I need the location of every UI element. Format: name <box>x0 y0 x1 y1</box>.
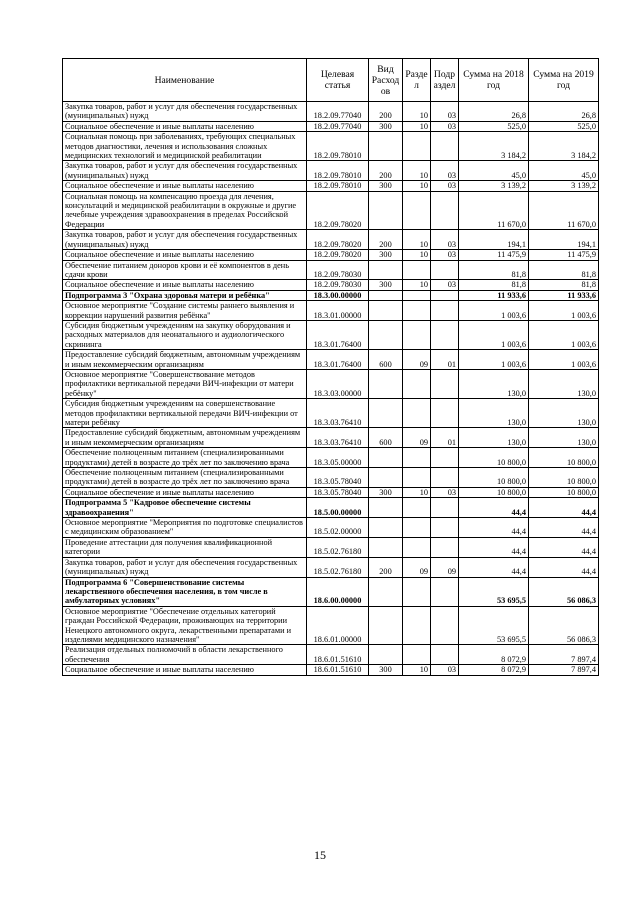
cell-podrazdel: 03 <box>431 250 459 260</box>
table-row <box>63 121 599 131</box>
table-row <box>63 498 599 518</box>
cell-sum-2019: 26,8 <box>529 102 599 122</box>
cell-sum-2019: 44,4 <box>529 498 599 518</box>
cell-razdel: 10 <box>403 102 431 122</box>
cell-podrazdel: 03 <box>431 487 459 497</box>
cell-name: Реализация отдельных полномочий в области лекарственного обеспечения <box>63 645 307 665</box>
cell-name: Социальное обеспечение и иные выплаты населению <box>63 181 307 191</box>
cell-podrazdel: 01 <box>431 350 459 370</box>
cell-vid: 200 <box>369 230 403 250</box>
header-sum-2018: Сумма на 2018 год <box>459 59 529 102</box>
table-row <box>63 280 599 290</box>
cell-sum-2019: 45,0 <box>529 161 599 181</box>
table-row <box>63 161 599 181</box>
cell-sum-2018: 130,0 <box>459 428 529 448</box>
cell-sum-2019: 7 897,4 <box>529 645 599 665</box>
cell-podrazdel <box>431 498 459 518</box>
cell-podrazdel <box>431 448 459 468</box>
cell-razdel <box>403 498 431 518</box>
cell-sum-2019: 1 003,6 <box>529 301 599 321</box>
table-row <box>63 369 599 398</box>
cell-podrazdel: 03 <box>431 121 459 131</box>
cell-podrazdel <box>431 537 459 557</box>
cell-podrazdel: 03 <box>431 102 459 122</box>
table-row <box>63 518 599 538</box>
cell-vid <box>369 369 403 398</box>
cell-podrazdel: 03 <box>431 280 459 290</box>
cell-name: Обеспечение питанием доноров крови и её компонентов в день сдачи крови <box>63 260 307 280</box>
cell-sum-2018: 53 695,5 <box>459 577 529 606</box>
document-page <box>62 58 598 676</box>
table-row <box>63 399 599 428</box>
cell-target: 18.6.01.51610 <box>307 665 369 675</box>
cell-name: Основное мероприятие "Обеспечение отдельных категорий граждан Российской Федерации, проживающих на территории Ненецкого автономного округа, лекарственными препаратами и изделиями медицинского назначения" <box>63 606 307 645</box>
cell-podrazdel <box>431 260 459 280</box>
cell-sum-2018: 3 139,2 <box>459 181 529 191</box>
cell-razdel <box>403 260 431 280</box>
cell-sum-2018: 53 695,5 <box>459 606 529 645</box>
cell-sum-2018: 26,8 <box>459 102 529 122</box>
cell-razdel <box>403 606 431 645</box>
cell-sum-2018: 130,0 <box>459 399 529 428</box>
cell-razdel: 10 <box>403 250 431 260</box>
header-target: Целевая статья <box>307 59 369 102</box>
cell-vid <box>369 468 403 488</box>
cell-razdel <box>403 468 431 488</box>
table-row <box>63 487 599 497</box>
cell-sum-2018: 44,4 <box>459 557 529 577</box>
table-row <box>63 645 599 665</box>
table-row <box>63 132 599 161</box>
cell-podrazdel <box>431 369 459 398</box>
cell-vid: 300 <box>369 250 403 260</box>
cell-sum-2019: 56 086,3 <box>529 606 599 645</box>
cell-sum-2018: 1 003,6 <box>459 301 529 321</box>
cell-name: Обеспечение полноценным питанием (специализированными продуктами) детей в возрасте до трёх лет по заключению врача <box>63 448 307 468</box>
cell-vid: 200 <box>369 557 403 577</box>
cell-podrazdel <box>431 132 459 161</box>
cell-vid <box>369 132 403 161</box>
cell-razdel: 10 <box>403 181 431 191</box>
cell-name: Социальная помощь при заболеваниях, требующих специальных методов диагностики, лечения и использования сложных медицинских технологий и медицинской реабилитации <box>63 132 307 161</box>
cell-name: Основное мероприятие "Совершенствование методов профилактики вертикальной передачи ВИЧ-инфекции от матери ребёнку" <box>63 369 307 398</box>
cell-sum-2018: 44,4 <box>459 537 529 557</box>
cell-razdel <box>403 518 431 538</box>
cell-target: 18.6.00.00000 <box>307 577 369 606</box>
cell-target: 18.3.01.00000 <box>307 301 369 321</box>
cell-target: 18.2.09.78010 <box>307 181 369 191</box>
page-number: 15 <box>314 848 326 862</box>
cell-podrazdel <box>431 191 459 230</box>
cell-target: 18.2.09.78020 <box>307 250 369 260</box>
cell-sum-2018: 525,0 <box>459 121 529 131</box>
cell-razdel <box>403 399 431 428</box>
cell-name: Подпрограмма 5 "Кадровое обеспечение системы здравоохранения" <box>63 498 307 518</box>
cell-target: 18.2.09.77040 <box>307 102 369 122</box>
cell-vid <box>369 518 403 538</box>
cell-vid <box>369 399 403 428</box>
cell-podrazdel: 03 <box>431 181 459 191</box>
cell-podrazdel <box>431 518 459 538</box>
cell-vid <box>369 606 403 645</box>
cell-vid: 200 <box>369 102 403 122</box>
cell-razdel: 10 <box>403 230 431 250</box>
cell-razdel: 10 <box>403 121 431 131</box>
table-row <box>63 181 599 191</box>
cell-podrazdel: 01 <box>431 428 459 448</box>
cell-razdel <box>403 645 431 665</box>
cell-sum-2018: 1 003,6 <box>459 350 529 370</box>
cell-podrazdel <box>431 320 459 349</box>
table-row <box>63 468 599 488</box>
cell-target: 18.3.05.78040 <box>307 487 369 497</box>
cell-target: 18.3.03.76410 <box>307 399 369 428</box>
cell-razdel <box>403 537 431 557</box>
cell-razdel <box>403 577 431 606</box>
table-header-row <box>63 59 599 102</box>
table-row <box>63 665 599 675</box>
cell-target: 18.3.03.76410 <box>307 428 369 448</box>
cell-sum-2019: 10 800,0 <box>529 487 599 497</box>
cell-sum-2019: 44,4 <box>529 518 599 538</box>
cell-vid <box>369 320 403 349</box>
cell-target: 18.5.02.76180 <box>307 557 369 577</box>
cell-vid <box>369 301 403 321</box>
header-name: Наименование <box>63 59 307 102</box>
cell-target: 18.3.01.76400 <box>307 350 369 370</box>
cell-sum-2019: 44,4 <box>529 537 599 557</box>
cell-sum-2018: 44,4 <box>459 498 529 518</box>
cell-razdel: 10 <box>403 161 431 181</box>
cell-name: Социальное обеспечение и иные выплаты населению <box>63 250 307 260</box>
table-row <box>63 290 599 300</box>
cell-razdel <box>403 290 431 300</box>
cell-name: Предоставление субсидий бюджетным, автономным учреждениям и иным некоммерческим организациям <box>63 350 307 370</box>
cell-vid: 300 <box>369 280 403 290</box>
cell-vid: 300 <box>369 181 403 191</box>
cell-vid <box>369 448 403 468</box>
cell-target: 18.3.03.00000 <box>307 369 369 398</box>
cell-sum-2018: 45,0 <box>459 161 529 181</box>
cell-target: 18.2.09.78020 <box>307 230 369 250</box>
cell-name: Субсидия бюджетным учреждениям на закупку оборудования и расходных материалов для неонатального и аудиологического скрининга <box>63 320 307 349</box>
cell-name: Подпрограмма 3 "Охрана здоровья матери и ребёнка" <box>63 290 307 300</box>
cell-name: Закупка товаров, работ и услуг для обеспечения государственных (муниципальных) нужд <box>63 230 307 250</box>
cell-razdel: 10 <box>403 665 431 675</box>
cell-vid: 600 <box>369 428 403 448</box>
cell-razdel: 09 <box>403 428 431 448</box>
cell-target: 18.6.01.00000 <box>307 606 369 645</box>
cell-sum-2018: 81,8 <box>459 260 529 280</box>
cell-razdel <box>403 448 431 468</box>
cell-vid: 200 <box>369 161 403 181</box>
cell-vid <box>369 645 403 665</box>
cell-razdel <box>403 132 431 161</box>
cell-sum-2019: 11 933,6 <box>529 290 599 300</box>
cell-sum-2019: 1 003,6 <box>529 320 599 349</box>
cell-sum-2018: 8 072,9 <box>459 665 529 675</box>
cell-target: 18.2.09.78010 <box>307 132 369 161</box>
cell-name: Проведение аттестации для получения квалификационной категории <box>63 537 307 557</box>
cell-target: 18.2.09.78010 <box>307 161 369 181</box>
cell-sum-2018: 44,4 <box>459 518 529 538</box>
table-row <box>63 102 599 122</box>
cell-sum-2018: 10 800,0 <box>459 448 529 468</box>
cell-sum-2018: 11 670,0 <box>459 191 529 230</box>
cell-name: Социальное обеспечение и иные выплаты населению <box>63 280 307 290</box>
cell-vid <box>369 498 403 518</box>
cell-sum-2018: 8 072,9 <box>459 645 529 665</box>
cell-sum-2019: 7 897,4 <box>529 665 599 675</box>
cell-name: Подпрограмма 6 "Совершенствование системы лекарственного обеспечения населения, в том числе в амбулаторных условиях" <box>63 577 307 606</box>
cell-name: Закупка товаров, работ и услуг для обеспечения государственных (муниципальных) нужд <box>63 557 307 577</box>
cell-sum-2019: 194,1 <box>529 230 599 250</box>
cell-vid: 300 <box>369 665 403 675</box>
table-row <box>63 448 599 468</box>
header-vid: Вид Расход ов <box>369 59 403 102</box>
cell-vid: 300 <box>369 121 403 131</box>
cell-sum-2019: 56 086,3 <box>529 577 599 606</box>
cell-sum-2018: 81,8 <box>459 280 529 290</box>
cell-razdel: 10 <box>403 280 431 290</box>
cell-sum-2019: 11 670,0 <box>529 191 599 230</box>
cell-razdel: 09 <box>403 350 431 370</box>
cell-name: Закупка товаров, работ и услуг для обеспечения государственных (муниципальных) нужд <box>63 161 307 181</box>
cell-sum-2018: 130,0 <box>459 369 529 398</box>
cell-razdel <box>403 191 431 230</box>
cell-sum-2018: 10 800,0 <box>459 487 529 497</box>
cell-podrazdel <box>431 577 459 606</box>
cell-podrazdel <box>431 468 459 488</box>
cell-sum-2019: 81,8 <box>529 260 599 280</box>
cell-sum-2019: 10 800,0 <box>529 448 599 468</box>
cell-name: Обеспечение полноценным питанием (специализированными продуктами) детей в возрасте до трёх лет по заключению врача <box>63 468 307 488</box>
cell-name: Основное мероприятие "Мероприятия по подготовке специалистов с медицинским образованием" <box>63 518 307 538</box>
budget-table <box>62 58 599 676</box>
table-row <box>63 260 599 280</box>
cell-sum-2018: 11 475,9 <box>459 250 529 260</box>
cell-vid <box>369 577 403 606</box>
cell-target: 18.5.02.76180 <box>307 537 369 557</box>
table-body <box>63 102 599 676</box>
cell-sum-2018: 3 184,2 <box>459 132 529 161</box>
cell-razdel <box>403 320 431 349</box>
cell-sum-2019: 130,0 <box>529 369 599 398</box>
cell-podrazdel: 03 <box>431 161 459 181</box>
table-row <box>63 320 599 349</box>
cell-target: 18.2.09.78030 <box>307 280 369 290</box>
cell-target: 18.3.05.78040 <box>307 468 369 488</box>
cell-vid: 600 <box>369 350 403 370</box>
cell-podrazdel <box>431 645 459 665</box>
cell-vid <box>369 537 403 557</box>
cell-podrazdel <box>431 606 459 645</box>
cell-sum-2018: 11 933,6 <box>459 290 529 300</box>
cell-name: Закупка товаров, работ и услуг для обеспечения государственных (муниципальных) нужд <box>63 102 307 122</box>
cell-sum-2019: 3 184,2 <box>529 132 599 161</box>
table-row <box>63 428 599 448</box>
cell-sum-2018: 10 800,0 <box>459 468 529 488</box>
cell-sum-2018: 1 003,6 <box>459 320 529 349</box>
table-row <box>63 191 599 230</box>
table-row <box>63 250 599 260</box>
cell-sum-2019: 44,4 <box>529 557 599 577</box>
cell-sum-2019: 130,0 <box>529 399 599 428</box>
cell-target: 18.3.00.00000 <box>307 290 369 300</box>
cell-name: Предоставление субсидий бюджетным, автономным учреждениям и иным некоммерческим организациям <box>63 428 307 448</box>
cell-name: Субсидия бюджетным учреждениям на совершенствование методов профилактики вертикальной передачи ВИЧ-инфекции от матери ребёнку <box>63 399 307 428</box>
table-row <box>63 557 599 577</box>
cell-target: 18.2.09.78030 <box>307 260 369 280</box>
cell-name: Основное мероприятие "Создание системы раннего выявления и коррекции нарушений развития ребёнка" <box>63 301 307 321</box>
cell-target: 18.5.00.00000 <box>307 498 369 518</box>
cell-target: 18.5.02.00000 <box>307 518 369 538</box>
header-podrazdel: Подр аздел <box>431 59 459 102</box>
table-row <box>63 230 599 250</box>
cell-razdel <box>403 369 431 398</box>
cell-name: Социальное обеспечение и иные выплаты населению <box>63 487 307 497</box>
cell-name: Социальная помощь на компенсацию проезда для лечения, консультаций и медицинской реабилитации в окружные и другие лечебные учреждения здравоохранения в пределах Российской Федерации <box>63 191 307 230</box>
cell-sum-2019: 3 139,2 <box>529 181 599 191</box>
cell-podrazdel <box>431 399 459 428</box>
cell-sum-2019: 81,8 <box>529 280 599 290</box>
cell-vid <box>369 290 403 300</box>
cell-razdel: 09 <box>403 557 431 577</box>
cell-razdel <box>403 301 431 321</box>
cell-target: 18.3.01.76400 <box>307 320 369 349</box>
cell-target: 18.3.05.00000 <box>307 448 369 468</box>
header-razdel: Разде л <box>403 59 431 102</box>
cell-razdel: 10 <box>403 487 431 497</box>
table-row <box>63 537 599 557</box>
cell-sum-2019: 1 003,6 <box>529 350 599 370</box>
cell-podrazdel <box>431 301 459 321</box>
cell-sum-2018: 194,1 <box>459 230 529 250</box>
cell-name: Социальное обеспечение и иные выплаты населению <box>63 121 307 131</box>
cell-podrazdel: 03 <box>431 230 459 250</box>
cell-podrazdel: 03 <box>431 665 459 675</box>
cell-vid <box>369 260 403 280</box>
cell-sum-2019: 525,0 <box>529 121 599 131</box>
cell-podrazdel: 09 <box>431 557 459 577</box>
cell-sum-2019: 10 800,0 <box>529 468 599 488</box>
cell-podrazdel <box>431 290 459 300</box>
cell-target: 18.2.09.77040 <box>307 121 369 131</box>
table-row <box>63 606 599 645</box>
cell-name: Социальное обеспечение и иные выплаты населению <box>63 665 307 675</box>
table-row <box>63 301 599 321</box>
header-sum-2019: Сумма на 2019 год <box>529 59 599 102</box>
cell-target: 18.2.09.78020 <box>307 191 369 230</box>
cell-sum-2019: 11 475,9 <box>529 250 599 260</box>
table-row <box>63 577 599 606</box>
cell-target: 18.6.01.51610 <box>307 645 369 665</box>
cell-sum-2019: 130,0 <box>529 428 599 448</box>
cell-vid: 300 <box>369 487 403 497</box>
cell-vid <box>369 191 403 230</box>
table-row <box>63 350 599 370</box>
